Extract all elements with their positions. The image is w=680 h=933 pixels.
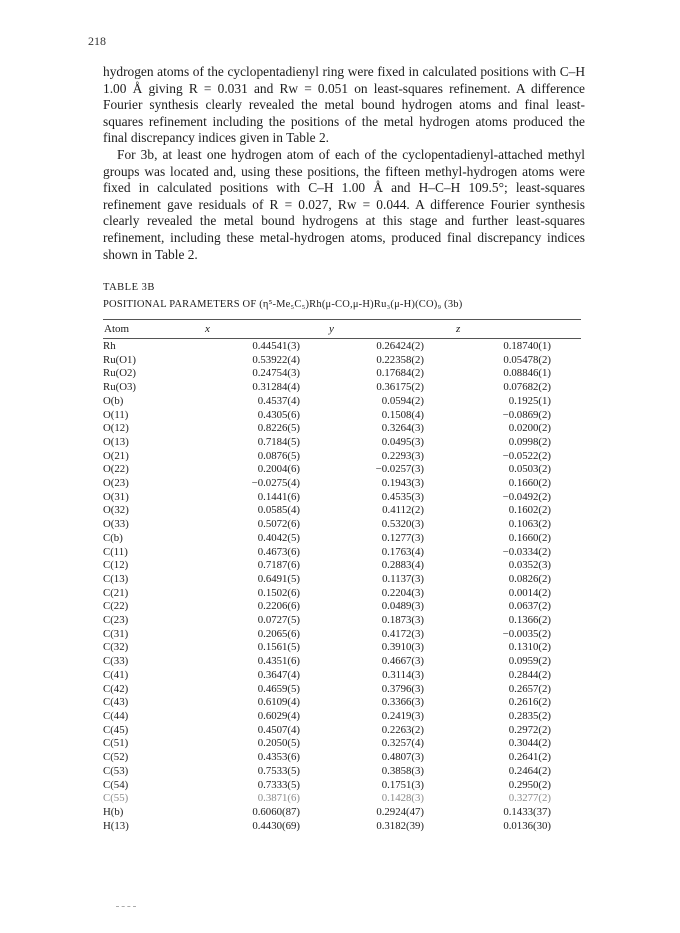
- column-header-z: z: [456, 323, 461, 335]
- z-cell: 0.3044(2): [508, 737, 551, 750]
- atom-cell: C(45): [103, 723, 129, 736]
- table-row: [103, 340, 551, 354]
- atom-cell: H(b): [103, 805, 124, 818]
- table-row: [103, 669, 551, 683]
- x-cell: 0.4430(69): [252, 819, 300, 832]
- table-row: [103, 765, 551, 779]
- table-row: [103, 751, 551, 765]
- x-cell: 0.7187(6): [257, 559, 300, 572]
- paragraph-1: hydrogen atoms of the cyclopentadienyl ring were fixed in calculated positions with C–H 1.00 Å giving R = 0.031 and Rw = 0.051 on least-squares refinement. A difference Fourier synthesis clearly revealed the metal bound hydrogen atoms and final least-squares refinement including the positions of the metal hydrogen atoms produced the final discrepancy indices given in Table 2.: [103, 64, 585, 146]
- x-cell: 0.2065(6): [257, 627, 300, 640]
- table-row: [103, 532, 551, 546]
- z-cell: 0.2835(2): [508, 709, 551, 722]
- y-cell: 0.17684(2): [376, 367, 424, 380]
- z-cell: −0.0334(2): [502, 545, 551, 558]
- y-cell: 0.2263(2): [381, 723, 424, 736]
- z-cell: −0.0869(2): [502, 408, 551, 421]
- y-cell: 0.1137(3): [382, 572, 424, 585]
- table-row: [103, 696, 551, 710]
- positional-parameters-table: [103, 340, 551, 833]
- y-cell: 0.4667(3): [381, 655, 424, 668]
- z-cell: −0.0035(2): [502, 627, 551, 640]
- atom-cell: C(31): [103, 627, 129, 640]
- atom-cell: C(b): [103, 531, 123, 544]
- table-row: [103, 477, 551, 491]
- table-label: TABLE 3B: [103, 282, 155, 293]
- x-cell: 0.1502(6): [257, 586, 300, 599]
- table-row: [103, 422, 551, 436]
- table-row: [103, 546, 551, 560]
- y-cell: 0.1873(3): [381, 614, 424, 627]
- table-row: [103, 381, 551, 395]
- atom-cell: O(33): [103, 518, 129, 531]
- table-row: [103, 436, 551, 450]
- atom-cell: C(13): [103, 572, 129, 585]
- atom-cell: C(43): [103, 696, 129, 709]
- y-cell: 0.1751(3): [381, 778, 424, 791]
- atom-cell: C(53): [103, 764, 129, 777]
- y-cell: 0.2924(47): [376, 805, 424, 818]
- x-cell: 0.8226(5): [257, 422, 300, 435]
- table-row: [103, 504, 551, 518]
- z-cell: 0.1660(2): [508, 531, 551, 544]
- z-cell: 0.1925(1): [508, 394, 551, 407]
- z-cell: 0.0998(2): [508, 435, 551, 448]
- table-row: [103, 641, 551, 655]
- x-cell: 0.4673(6): [257, 545, 300, 558]
- z-cell: 0.2641(2): [508, 751, 551, 764]
- x-cell: 0.4537(4): [257, 394, 300, 407]
- table-row: [103, 724, 551, 738]
- z-cell: 0.0959(2): [508, 655, 551, 668]
- table-row: [103, 450, 551, 464]
- z-cell: 0.2464(2): [508, 764, 551, 777]
- z-cell: 0.0826(2): [508, 572, 551, 585]
- atom-cell: O(11): [103, 408, 129, 421]
- y-cell: 0.2204(3): [381, 586, 424, 599]
- table-row: [103, 367, 551, 381]
- y-cell: 0.36175(2): [376, 381, 424, 394]
- x-cell: 0.4507(4): [257, 723, 300, 736]
- table-row: [103, 587, 551, 601]
- z-cell: 0.0014(2): [508, 586, 551, 599]
- x-cell: 0.3647(4): [257, 668, 300, 681]
- atom-cell: O(b): [103, 394, 124, 407]
- y-cell: 0.3264(3): [381, 422, 424, 435]
- atom-cell: H(13): [103, 819, 129, 832]
- x-cell: 0.3871(6): [257, 792, 300, 805]
- atom-cell: O(31): [103, 490, 129, 503]
- y-cell: 0.2883(4): [381, 559, 424, 572]
- x-cell: 0.6491(5): [257, 572, 300, 585]
- z-cell: 0.0503(2): [508, 463, 551, 476]
- z-cell: 0.2972(2): [508, 723, 551, 736]
- atom-cell: O(32): [103, 504, 129, 517]
- table-row: [103, 820, 551, 834]
- y-cell: 0.5320(3): [381, 518, 424, 531]
- x-cell: 0.4659(5): [257, 682, 300, 695]
- atom-cell: C(51): [103, 737, 129, 750]
- table-top-rule: [103, 319, 581, 320]
- y-cell: 0.0495(3): [381, 435, 424, 448]
- x-cell: 0.1441(6): [257, 490, 300, 503]
- y-cell: 0.0594(2): [381, 394, 424, 407]
- x-cell: 0.6109(4): [257, 696, 300, 709]
- y-cell: 0.3910(3): [381, 641, 424, 654]
- y-cell: 0.2293(3): [381, 449, 424, 462]
- z-cell: 0.0136(30): [503, 819, 551, 832]
- table-header-rule: [103, 338, 581, 339]
- y-cell: 0.3366(3): [381, 696, 424, 709]
- x-cell: 0.4351(6): [257, 655, 300, 668]
- x-cell: 0.53922(4): [252, 353, 300, 366]
- y-cell: 0.3257(4): [381, 737, 424, 750]
- table-row: [103, 559, 551, 573]
- y-cell: 0.1277(3): [381, 531, 424, 544]
- atom-cell: C(54): [103, 778, 129, 791]
- atom-cell: O(21): [103, 449, 129, 462]
- x-cell: 0.2206(6): [257, 600, 300, 613]
- x-cell: 0.1561(5): [257, 641, 300, 654]
- atom-cell: C(32): [103, 641, 129, 654]
- z-cell: 0.2950(2): [508, 778, 551, 791]
- y-cell: 0.2419(3): [381, 709, 424, 722]
- x-cell: 0.7533(5): [257, 764, 300, 777]
- column-header-y: y: [329, 323, 334, 335]
- x-cell: 0.6060(87): [252, 805, 300, 818]
- z-cell: 0.05478(2): [503, 353, 551, 366]
- x-cell: 0.0585(4): [257, 504, 300, 517]
- paragraph-2: For 3b, at least one hydrogen atom of each of the cyclopentadienyl-attached methyl groups was located and, using these positions, the fifteen methyl-hydrogen atoms were fixed in calculated positions with C–H 1.00 Å and H–C–H 109.5°; least-squares refinement gave residuals of R = 0.027, Rw = 0.044. A difference Fourier synthesis clearly revealed the metal bound hydrogens at this stage and further least-squares refinement, including these metal-hydrogen atoms, produced final discrepancy indices shown in Table 2.: [103, 146, 585, 262]
- y-cell: 0.1428(3): [381, 792, 424, 805]
- z-cell: 0.1660(2): [508, 477, 551, 490]
- table-row: [103, 395, 551, 409]
- atom-cell: Ru(O2): [103, 367, 136, 380]
- table-row: [103, 491, 551, 505]
- y-cell: 0.1763(4): [381, 545, 424, 558]
- z-cell: 0.1433(37): [503, 805, 551, 818]
- y-cell: 0.1943(3): [381, 477, 424, 490]
- table-caption: POSITIONAL PARAMETERS OF (η⁵-Me₅C₅)Rh(μ-CO,μ-H)Ru₃(μ-H)(CO)₉ (3b): [103, 299, 463, 310]
- z-cell: 0.18740(1): [503, 340, 551, 352]
- table-row: [103, 573, 551, 587]
- atom-cell: C(22): [103, 600, 129, 613]
- table-row: [103, 628, 551, 642]
- atom-cell: C(42): [103, 682, 129, 695]
- atom-cell: C(44): [103, 709, 129, 722]
- table-row: [103, 518, 551, 532]
- atom-cell: O(12): [103, 422, 129, 435]
- column-header-x: x: [205, 323, 210, 335]
- y-cell: 0.4172(3): [381, 627, 424, 640]
- x-cell: 0.2050(5): [257, 737, 300, 750]
- page-number: 218: [88, 34, 106, 48]
- y-cell: 0.3858(3): [381, 764, 424, 777]
- z-cell: 0.3277(2): [508, 792, 551, 805]
- z-cell: 0.0352(3): [508, 559, 551, 572]
- x-cell: 0.7333(5): [257, 778, 300, 791]
- atom-cell: C(21): [103, 586, 129, 599]
- atom-cell: O(23): [103, 477, 129, 490]
- y-cell: 0.1508(4): [381, 408, 424, 421]
- x-cell: 0.7184(5): [257, 435, 300, 448]
- x-cell: 0.4042(5): [257, 531, 300, 544]
- x-cell: 0.2004(6): [257, 463, 300, 476]
- x-cell: 0.5072(6): [257, 518, 300, 531]
- z-cell: 0.1602(2): [508, 504, 551, 517]
- y-cell: 0.4807(3): [381, 751, 424, 764]
- z-cell: 0.08846(1): [503, 367, 551, 380]
- atom-cell: O(13): [103, 435, 129, 448]
- y-cell: 0.3114(3): [382, 668, 424, 681]
- z-cell: 0.1366(2): [508, 614, 551, 627]
- x-cell: 0.0727(5): [257, 614, 300, 627]
- table-row: [103, 737, 551, 751]
- z-cell: 0.0200(2): [508, 422, 551, 435]
- atom-cell: C(11): [103, 545, 128, 558]
- x-cell: 0.0876(5): [257, 449, 300, 462]
- z-cell: 0.1310(2): [508, 641, 551, 654]
- atom-cell: Rh: [103, 340, 116, 352]
- table-row: [103, 806, 551, 820]
- atom-cell: Ru(O1): [103, 353, 136, 366]
- table-row: [103, 792, 551, 806]
- z-cell: 0.07682(2): [503, 381, 551, 394]
- atom-cell: C(52): [103, 751, 129, 764]
- y-cell: 0.3182(39): [376, 819, 424, 832]
- table-row: [103, 779, 551, 793]
- atom-cell: C(55): [103, 792, 129, 805]
- y-cell: 0.4112(2): [382, 504, 424, 517]
- atom-cell: C(12): [103, 559, 129, 572]
- table-row: [103, 683, 551, 697]
- x-cell: −0.0275(4): [251, 477, 300, 490]
- x-cell: 0.44541(3): [252, 340, 300, 352]
- table-continuation-mark: [116, 906, 136, 907]
- table-body: [103, 340, 551, 833]
- column-header-atom: Atom: [104, 323, 130, 335]
- y-cell: 0.4535(3): [381, 490, 424, 503]
- table-row: [103, 463, 551, 477]
- x-cell: 0.4353(6): [257, 751, 300, 764]
- z-cell: −0.0522(2): [502, 449, 551, 462]
- body-text: [103, 64, 585, 263]
- atom-cell: O(22): [103, 463, 129, 476]
- table-row: [103, 409, 551, 423]
- z-cell: 0.0637(2): [508, 600, 551, 613]
- y-cell: 0.0489(3): [381, 600, 424, 613]
- table-row: [103, 600, 551, 614]
- y-cell: 0.26424(2): [376, 340, 424, 352]
- y-cell: 0.3796(3): [381, 682, 424, 695]
- table-row: [103, 710, 551, 724]
- atom-cell: C(23): [103, 614, 129, 627]
- z-cell: −0.0492(2): [502, 490, 551, 503]
- x-cell: 0.31284(4): [252, 381, 300, 394]
- x-cell: 0.4305(6): [257, 408, 300, 421]
- z-cell: 0.2657(2): [508, 682, 551, 695]
- z-cell: 0.2616(2): [508, 696, 551, 709]
- table-row: [103, 354, 551, 368]
- x-cell: 0.6029(4): [257, 709, 300, 722]
- atom-cell: Ru(O3): [103, 381, 136, 394]
- z-cell: 0.1063(2): [508, 518, 551, 531]
- table-row: [103, 614, 551, 628]
- y-cell: −0.0257(3): [375, 463, 424, 476]
- atom-cell: C(33): [103, 655, 129, 668]
- table-row: [103, 655, 551, 669]
- y-cell: 0.22358(2): [376, 353, 424, 366]
- x-cell: 0.24754(3): [252, 367, 300, 380]
- z-cell: 0.2844(2): [508, 668, 551, 681]
- atom-cell: C(41): [103, 668, 129, 681]
